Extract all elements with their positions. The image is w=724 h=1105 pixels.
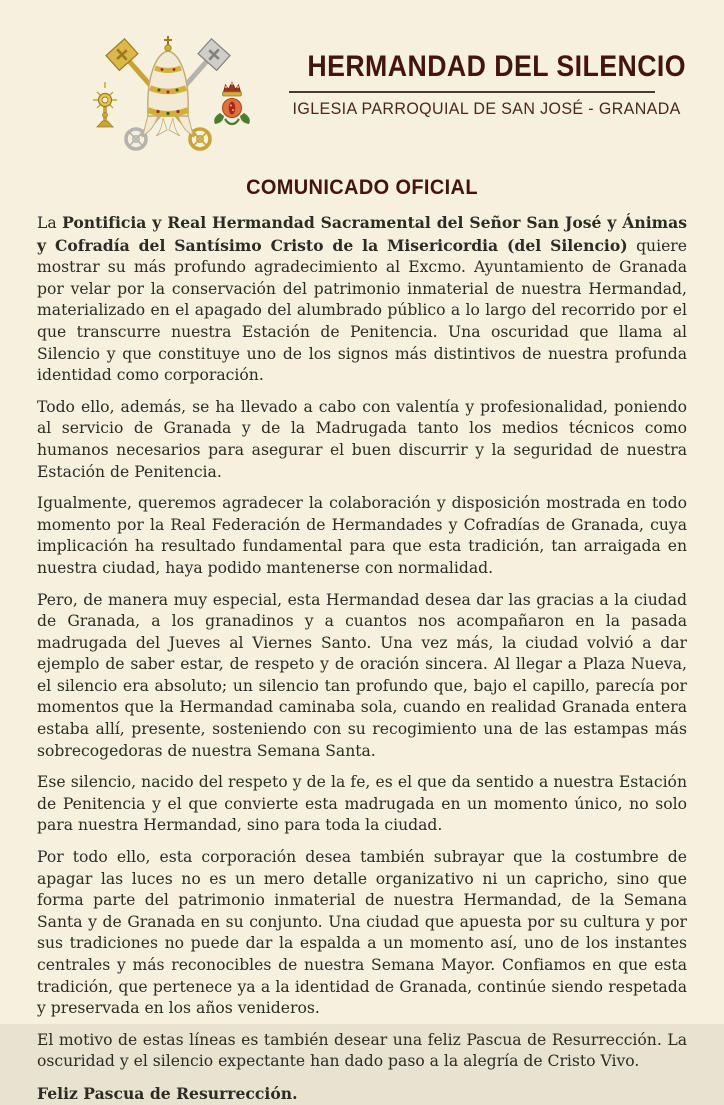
brotherhood-full-name: Pontificia y Real Hermandad Sacramental del Señor San José y Ánimas y Cofradía del Santísimo Cristo de la Misericordia (del Silencio) <box>37 213 687 255</box>
paragraph-acknowledgement <box>37 212 687 387</box>
paragraph-rest-text: quiere mostrar su más profundo agradecimiento al Excmo. Ayuntamiento de Granada por velar por la conservación del patrimonio inmaterial de nuestra Hermandad, materializado en el apagado del alumbrado público a lo largo del recorrido por el que transcurre nuestra Estación de Penitencia. Una oscuridad que llama al Silencio y que constituye uno de los signos más distintivos de nuestra profunda identidad como corporación. <box>37 236 687 385</box>
organization-subtitle: IGLESIA PARROQUIAL DE SAN JOSÉ - GRANADA <box>292 100 681 118</box>
coat-of-arms-icon <box>92 26 244 152</box>
letterhead <box>0 0 724 160</box>
paragraph-easter-wish: El motivo de estas líneas es también desear una feliz Pascua de Resurrección. La oscuridad y el silencio expectante han dado paso a la alegría de Cristo Vivo. <box>37 1030 687 1071</box>
monstrance-icon <box>93 82 117 127</box>
header-divider <box>289 91 655 93</box>
organization-title: HERMANDAD DEL SILENCIO <box>307 50 687 83</box>
paragraph-lead-text: La <box>37 214 63 232</box>
paragraph-tradition: Por todo ello, esta corporación desea también subrayar que la costumbre de apagar las luces no es un mero detalle organizativo ni un capricho, sino que forma parte del patrimonio inmaterial de nuestra Hermandad, de la Semana Santa y de Granada en su conjunto. Una ciudad que apuesta por su cultura y por sus tradiciones no puede dar la espalda a un momento así, uno de los instantes centrales y más reconocibles de nuestra Semana Mayor. Confiamos en que esta tradición, que pertenece ya a la identidad de Granada, continúe siendo respetada y preservada en los años venideros. <box>37 848 687 1018</box>
document-body <box>0 200 724 1105</box>
paragraph-city-thanks: Pero, de manera muy especial, esta Hermandad desea dar las gracias a la ciudad de Granada, a los granadinos y a cuantos nos acompañaron en la pasada madrugada del Jueves al Viernes Santo. Una vez más, la ciudad volvió a dar ejemplo de saber estar, de respeto y de oración sincera. Al llegar a Plaza Nueva, el silencio era absoluto; un silencio tan profundo que, bajo el capillo, parecía por momentos que la Hermandad caminaba sola, cuando en realidad Granada entera estaba allí, presente, sosteniendo con su recogimiento una de las estampas más sobrecogedoras de nuestra Semana Santa. <box>37 590 687 760</box>
brotherhood-coat-of-arms <box>92 26 244 152</box>
paragraph-professionalism: Todo ello, además, se ha llevado a cabo con valentía y profesionalidad, poniendo al servicio de Granada y de la Madrugada tanto los medios técnicos como humanos necesarios para asegurar el buen discurrir y la seguridad de nuestra Estación de Penitencia. <box>37 397 687 481</box>
masthead <box>287 50 687 119</box>
papal-tiara-icon <box>143 36 193 136</box>
paragraph-federation-thanks: Igualmente, queremos agradecer la colaboración y disposición mostrada en todo momento por la Real Federación de Hermandades y Cofradías de Granada, cuya implicación ha resultado fundamental para que esta tradición, tan arraigada en nuestra ciudad, haya podido mantenerse con normalidad. <box>37 494 687 577</box>
document-heading: COMUNICADO OFICIAL <box>246 176 478 199</box>
closing-line: Feliz Pascua de Resurrección. <box>37 1083 298 1103</box>
crowned-pomegranate-icon <box>214 83 250 125</box>
paragraph-silence-meaning: Ese silencio, nacido del respeto y de la fe, es el que da sentido a nuestra Estación de Penitencia y el que convierte esta madrugada en un momento único, no solo para nuestra Hermandad, sino para toda la ciudad. <box>37 773 687 835</box>
